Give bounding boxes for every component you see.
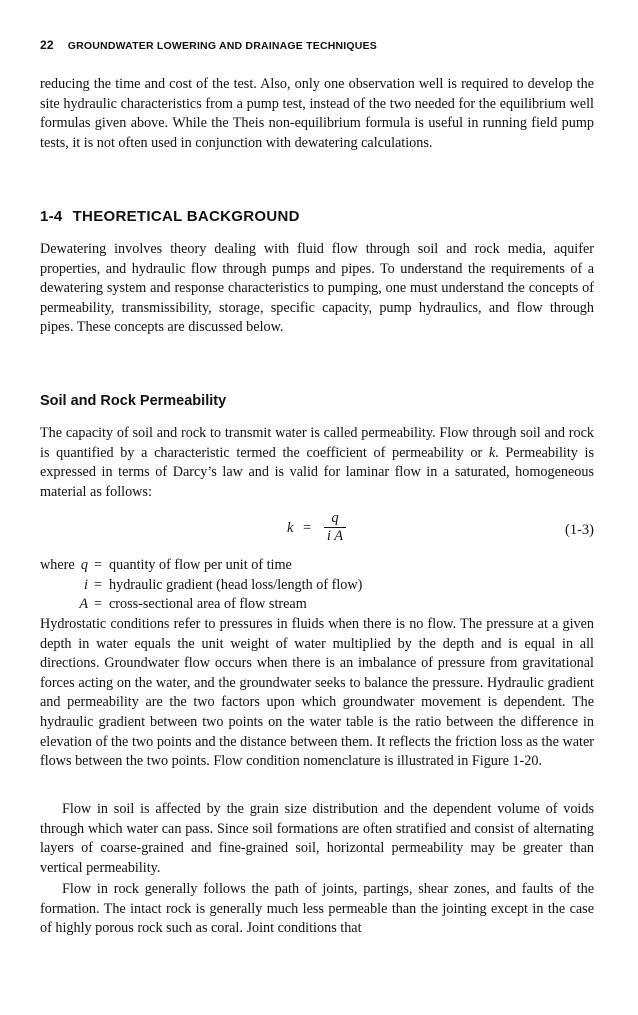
definition-symbol: i xyxy=(84,576,88,593)
paragraph-soil-flow: Flow in soil is affected by the grain size distribution and the dependent volume of voids through which water can pass. Since soil formations are often stratified and consist of alternating layers of coarse-grained and fine-grained soil, horizontal permeability may be greater than vertical permeability. xyxy=(40,801,594,876)
definition-row xyxy=(40,595,594,615)
paragraph-permeability xyxy=(40,424,594,502)
permeability-text-b: . Permeability is expressed in terms of Darcy’s law and is valid for laminar flow in a saturated, homogeneous material as follows: xyxy=(40,444,594,500)
page-number: 22 xyxy=(40,38,54,52)
definition-row xyxy=(40,576,594,596)
definition-equals: = xyxy=(94,596,103,613)
equation-denominator: i A xyxy=(326,528,344,544)
definition-row xyxy=(40,556,594,576)
section-title: THEORETICAL BACKGROUND xyxy=(72,208,300,225)
variable-definitions xyxy=(40,556,594,615)
equation-number: (1-3) xyxy=(565,522,594,538)
paragraph-dewatering-theory: Dewatering involves theory dealing with fluid flow through soil and rock media, aquifer properties, and hydraulic flow through pumps and pipes. To understand the requirements of a dewatering system and response characteristics to pumping, one must understand the concepts of permeability, transmissibility, storage, specific capacity, pump hydraulics, and flow through pipes. These concepts are discussed below. xyxy=(40,241,594,336)
running-title: GROUNDWATER LOWERING AND DRAINAGE TECHNIQUES xyxy=(67,40,377,52)
definition-text: quantity of flow per unit of time xyxy=(109,557,292,573)
equation-fraction xyxy=(322,510,348,545)
equation-equals: = xyxy=(303,520,312,536)
equation-lhs: k xyxy=(287,520,294,536)
permeability-symbol-k: k xyxy=(488,444,496,461)
definition-symbol: A xyxy=(79,596,88,613)
subsection-heading: Soil and Rock Permeability xyxy=(40,393,227,409)
running-header xyxy=(40,38,594,54)
paragraph-pump-test: reducing the time and cost of the test. Also, only one observation well is required to develop the site hydraulic characteristics from a pump test, instead of the two needed for the equilibrium well formulas given above. While the Theis non-equilibrium formula is useful in running field pump tests, it is not often used in conjunction with dewatering calculations. xyxy=(40,76,594,151)
section-number: 1-4 xyxy=(40,208,63,225)
darcy-equation xyxy=(40,510,594,552)
permeability-text-a: The capacity of soil and rock to transmit water is called permeability. Flow through soil and rock is quantified by a characteristic termed the coefficient of permeability or xyxy=(40,425,594,461)
section-heading xyxy=(40,208,300,225)
paragraph-rock-flow: Flow in rock generally follows the path of joints, partings, shear zones, and faults of the formation. The intact rock is generally much less permeable than the jointing except in the case of highly porous rock such as coral. Joint conditions that xyxy=(40,881,594,937)
definition-text: hydraulic gradient (head loss/length of flow) xyxy=(109,576,363,593)
definition-symbol: q xyxy=(80,557,88,573)
definition-equals: = xyxy=(94,557,103,573)
definition-equals: = xyxy=(94,576,103,593)
definition-text: cross-sectional area of flow stream xyxy=(109,596,307,613)
equation-numerator: q xyxy=(331,510,339,526)
where-label: where xyxy=(40,557,75,573)
paragraph-hydrostatic: Hydrostatic conditions refer to pressures in fluids when there is no flow. The pressure at a given depth in water equals the unit weight of water multiplied by the depth and is equal in all directions. Groundwater flow occurs when there is an imbalance of pressure from gravitational forces acting on the water, and the groundwater seeks to balance the pressure. Hydraulic gradient and permeability are the two factors upon which groundwater movement is dependent. The hydraulic gradient between two points on the water table is the ratio between the difference in elevation of the two points and the distance between them. It reflects the friction loss as the water flows between the two points. Flow condition nomenclature is illustrated in Figure 1-20. xyxy=(40,616,594,770)
